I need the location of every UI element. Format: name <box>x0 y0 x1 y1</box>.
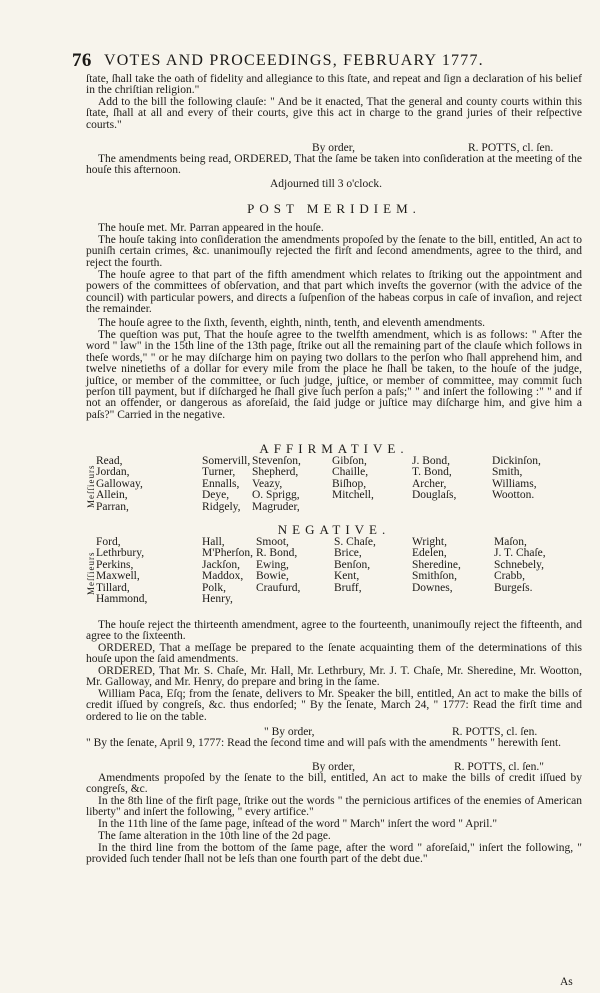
member-name: Shepherd, <box>252 466 299 479</box>
member-name: Wright, <box>412 536 447 548</box>
by-order: By order, <box>312 761 355 773</box>
member-name: Turner, <box>202 466 236 479</box>
member-name: Maxwell, <box>96 570 140 583</box>
side-label: Meſſieurs <box>86 551 96 595</box>
member-name: M'Pherſon, <box>202 547 253 560</box>
member-name: Stevenſon, <box>252 455 301 467</box>
name-column <box>202 537 253 605</box>
member-name: Bruff, <box>334 581 362 594</box>
member-name: Ewing, <box>256 558 289 571</box>
member-name: Smith, <box>492 466 523 479</box>
running-title: VOTES AND PROCEEDINGS, FEBRUARY 1777. <box>104 52 484 69</box>
member-name: Hammond, <box>96 593 148 606</box>
paragraph: ORDERED, That Mr. S. Chaſe, Mr. Hall, Mr. Lethrbury, Mr. J. T. Chaſe, Mr. Sheredine, Mr. Wootton, Mr. Galloway, and Mr. Henry, do prepare and bring in the ſame. <box>86 665 582 689</box>
member-name: Mitchell, <box>332 489 374 502</box>
name-column <box>332 456 374 502</box>
name-column <box>256 537 300 594</box>
paragraph: The ſame alteration in the 10th line of the 2d page. <box>98 830 331 842</box>
clerk-signature: R. POTTS, cl. ſen. <box>452 726 538 738</box>
member-name: Deye, <box>202 489 230 502</box>
member-name: Ford, <box>96 536 121 548</box>
member-name: Douglaſs, <box>412 489 457 502</box>
clerk-signature: R. POTTS, cl. ſen. <box>468 142 554 154</box>
paragraph: Amendments propoſed by the ſenate to the bill, entitled, An act to make the bills of credit iſſued by congreſs, &c. <box>86 772 582 796</box>
name-column <box>252 456 301 513</box>
paragraph: ORDERED, That a meſſage be prepared to the ſenate acquainting them of the determinations of this houſe upon the ſaid amendments. <box>86 642 582 666</box>
member-name: R. Bond, <box>256 547 298 560</box>
by-order: " By order, <box>264 726 315 738</box>
member-name: S. Chaſe, <box>334 536 376 548</box>
name-column <box>412 537 461 594</box>
page-header <box>72 50 582 72</box>
member-name: Bowie, <box>256 570 289 583</box>
member-name: Crabb, <box>494 570 525 583</box>
name-column <box>494 537 546 594</box>
member-name: Perkins, <box>96 558 134 571</box>
member-name: Lethrbury, <box>96 547 145 560</box>
name-column <box>96 456 143 513</box>
page-number: 76 <box>72 50 92 71</box>
paragraph: The houſe reject the thirteenth amendment, agree to the fourteenth, unanimouſly reject the fifteenth, and agree to the ſixteenth. <box>86 619 582 643</box>
name-column <box>492 456 541 502</box>
member-name: Veazy, <box>252 477 283 490</box>
member-name: Dickinſon, <box>492 455 541 467</box>
by-order: By order, <box>312 142 355 154</box>
clerk-signature: R. POTTS, cl. ſen." <box>454 761 544 773</box>
paragraph: In the 11th line of the ſame page, inſtead of the word " March" inſert the word " April." <box>98 818 498 830</box>
catchword: As <box>560 976 573 988</box>
member-name: Ridgely, <box>202 500 241 513</box>
vote-heading: NEGATIVE. <box>277 522 391 537</box>
member-name: Smithſon, <box>412 570 458 583</box>
affirmative-list <box>96 456 582 516</box>
member-name: Edelen, <box>412 547 447 560</box>
member-name: Kent, <box>334 570 360 583</box>
paragraph: The houſe agree to that part of the fifth amendment which relates to ſtriking out the appointment and powers of the committees of obſervation, and that part which inveſts the governor (with the advice of the council) with particular powers, and directs a ſuſpenſion of the habeas corpus in caſe of invaſion, and reject the remainder. <box>86 269 582 316</box>
member-name: Tillard, <box>96 581 130 594</box>
paragraph: The houſe agree to the ſixth, ſeventh, eighth, ninth, tenth, and eleventh amendments. <box>98 317 486 329</box>
paragraph: " By the ſenate, April 9, 1777: Read the ſecond time and will paſs with the amendments " herewith ſent. <box>86 737 562 749</box>
name-column <box>334 537 376 594</box>
paragraph: The amendments being read, ORDERED, That the ſame be taken into conſideration at the meeting of the houſe this afternoon. <box>86 153 582 177</box>
member-name: J. Bond, <box>412 455 451 467</box>
member-name: Galloway, <box>96 477 143 490</box>
member-name: Magruder, <box>252 500 300 513</box>
paragraph: Add to the bill the following clauſe: " And be it enacted, That the general and county courts within this ſtate, ſhall at all and every of their courts, give this act in charge to the grand juries of their reſpective courts." <box>86 96 582 131</box>
member-name: Sheredine, <box>412 558 461 571</box>
name-column <box>202 456 250 513</box>
paragraph: William Paca, Eſq; from the ſenate, delivers to Mr. Speaker the bill, entitled, An act to make the bills of credit iſſued by congreſs, &c. thus endorſed; " By the ſenate, March 24, " 1777: Read the firſt time and ordered to lie on the table. <box>86 688 582 723</box>
paragraph: The houſe met. Mr. Parran appeared in the houſe. <box>98 222 324 234</box>
paragraph: ſtate, ſhall take the oath of fidelity and allegiance to this ſtate, and repeat and ſign a declaration of his belief in the chriſtian religion." <box>86 73 582 97</box>
member-name: Brice, <box>334 547 362 560</box>
member-name: Allein, <box>96 489 128 502</box>
member-name: Schnebely, <box>494 558 545 571</box>
member-name: J. T. Chaſe, <box>494 547 546 560</box>
member-name: Smoot, <box>256 536 289 548</box>
paragraph: The houſe taking into conſideration the amendments propoſed by the ſenate to the bill, entitled, An act to puniſh certain crimes, &c. unanimouſly rejected the firſt and ſecond amendments, agree to the third, and reject the fourth. <box>86 234 582 269</box>
adjourned-note: Adjourned till 3 o'clock. <box>270 178 382 190</box>
member-name: Wootton. <box>492 489 535 502</box>
member-name: Polk, <box>202 581 226 594</box>
member-name: Williams, <box>492 477 537 490</box>
member-name: Benſon, <box>334 558 371 571</box>
member-name: Henry, <box>202 593 233 606</box>
member-name: Maſon, <box>494 536 527 548</box>
member-name: Downes, <box>412 581 453 594</box>
paragraph: In the third line from the bottom of the ſame page, after the word " aforeſaid," inſert the following, " provided ſuch tender ſhall not be leſs than one fourth part of the debt due." <box>86 842 582 866</box>
member-name: Maddox, <box>202 570 244 583</box>
member-name: Jordan, <box>96 466 130 479</box>
name-column <box>96 537 147 605</box>
name-column <box>412 456 456 502</box>
member-name: Archer, <box>412 477 447 490</box>
member-name: Read, <box>96 455 123 467</box>
member-name: Biſhop, <box>332 477 367 490</box>
member-name: Chaille, <box>332 466 369 479</box>
member-name: Ennalls, <box>202 477 240 490</box>
side-label: Meſſieurs <box>86 464 96 508</box>
member-name: Burgeſs. <box>494 581 533 594</box>
member-name: Gibſon, <box>332 455 367 467</box>
member-name: Hall, <box>202 536 225 548</box>
member-name: Parran, <box>96 500 129 513</box>
section-heading: POST MERIDIEM. <box>247 201 421 216</box>
member-name: O. Sprigg, <box>252 489 300 502</box>
member-name: Craufurd, <box>256 581 301 594</box>
member-name: T. Bond, <box>412 466 452 479</box>
member-name: Somervill, <box>202 455 251 467</box>
negative-list <box>96 537 582 607</box>
paragraph: The queſtion was put, That the houſe agree to the twelfth amendment, which is as follows: " After the word " law" in the 15th line of the 13th page, ſtrike out all the remaining part of the clauſe which follows in theſe words," " or he may diſcharge him on paying two dollars to the perſon who ſhall apprehend him, and twelve ninetieths of a dollar for every mile from the place he ſhall be taken, to the houſe of the judge, juſtice, or member of the committee, or ſuch judge, juſtice, or member of committee, may commit ſuch perſon till payment, but if diſcharged he ſhall give ſuch perſon a paſs;" " and inſert the following :" " and if not an offender, or dangerous as aforeſaid, the ſaid judge or juſtice may diſcharge him, and give him a paſs?" Carried in the negative. <box>86 329 582 421</box>
vote-heading: AFFIRMATIVE. <box>259 441 409 456</box>
member-name: Jackſon, <box>202 558 241 571</box>
paragraph: In the 8th line of the firſt page, ſtrike out the words " the pernicious artifices of the enemies of American liberty" and inſert the following, " every artifice." <box>86 795 582 819</box>
